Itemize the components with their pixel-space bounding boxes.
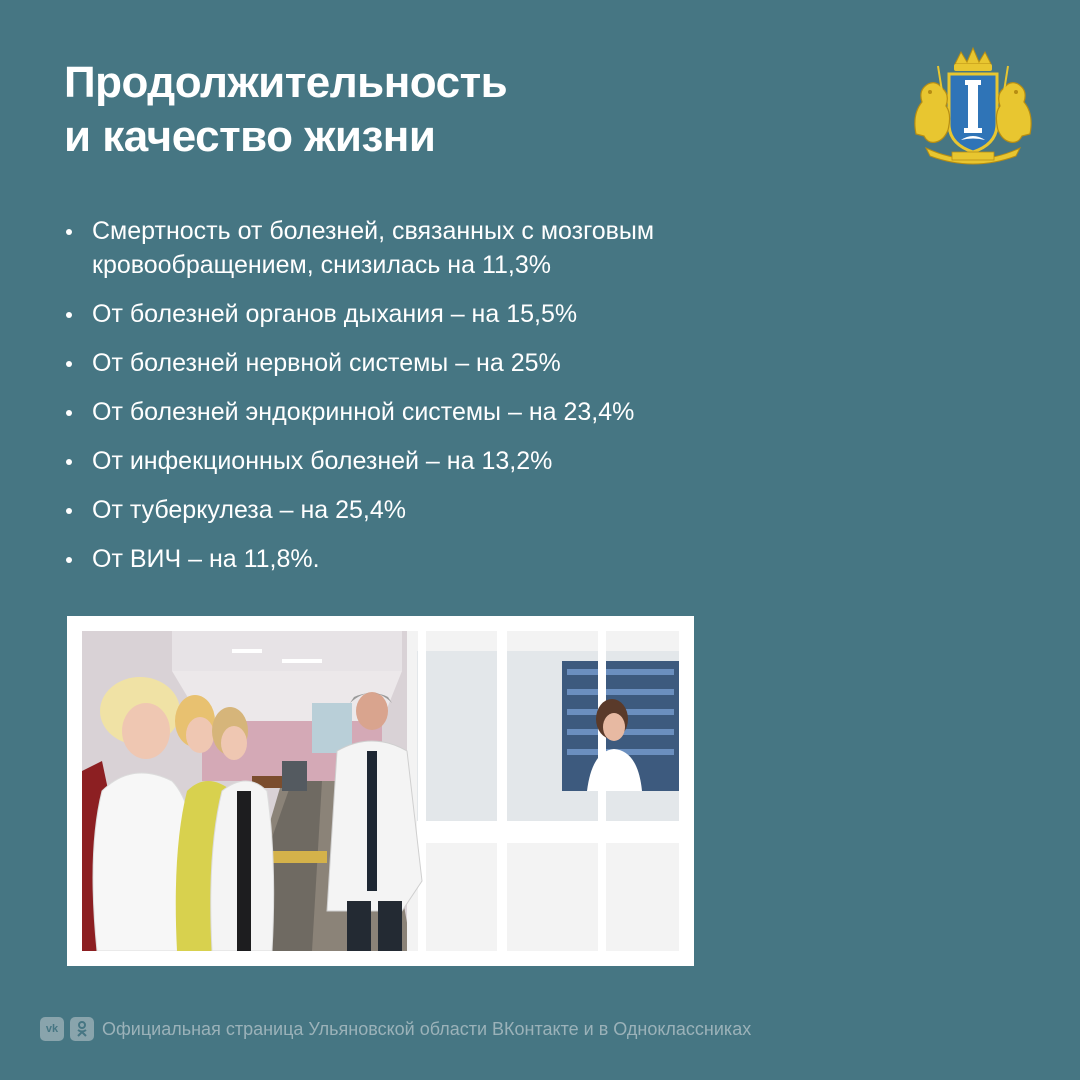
- photo-frame: [67, 616, 694, 966]
- title-line-2: и качество жизни: [64, 112, 436, 161]
- bullet-dot: [66, 508, 72, 514]
- title-line-1: Продолжительность: [64, 58, 508, 107]
- list-item: Смертность от болезней, связанных с мозговым кровообращением, снизилась на 11,3%: [64, 214, 784, 282]
- coat-of-arms-icon: [906, 44, 1040, 170]
- list-item: От болезней эндокринной системы – на 23,4%: [64, 395, 784, 429]
- hospital-corridor-photo: [82, 631, 679, 951]
- list-item: От инфекционных болезней – на 13,2%: [64, 444, 784, 478]
- page-title: [64, 56, 507, 164]
- bullet-dot: [66, 229, 72, 235]
- bullet-dot: [66, 312, 72, 318]
- footer-text[interactable]: Официальная страница Ульяновской области ВКонтакте и в Одноклассниках: [102, 1018, 752, 1039]
- bullet-dot: [66, 361, 72, 367]
- bullet-dot: [66, 557, 72, 563]
- statistics-list: [64, 214, 784, 591]
- footer: [40, 1016, 751, 1042]
- list-item: От болезней нервной системы – на 25%: [64, 346, 784, 380]
- odnoklassniki-icon[interactable]: [70, 1017, 94, 1041]
- bullet-dot: [66, 459, 72, 465]
- vk-icon[interactable]: vk: [40, 1017, 64, 1041]
- list-item: От ВИЧ – на 11,8%.: [64, 542, 784, 576]
- bullet-dot: [66, 410, 72, 416]
- list-item: От болезней органов дыхания – на 15,5%: [64, 297, 784, 331]
- list-item: От туберкулеза – на 25,4%: [64, 493, 784, 527]
